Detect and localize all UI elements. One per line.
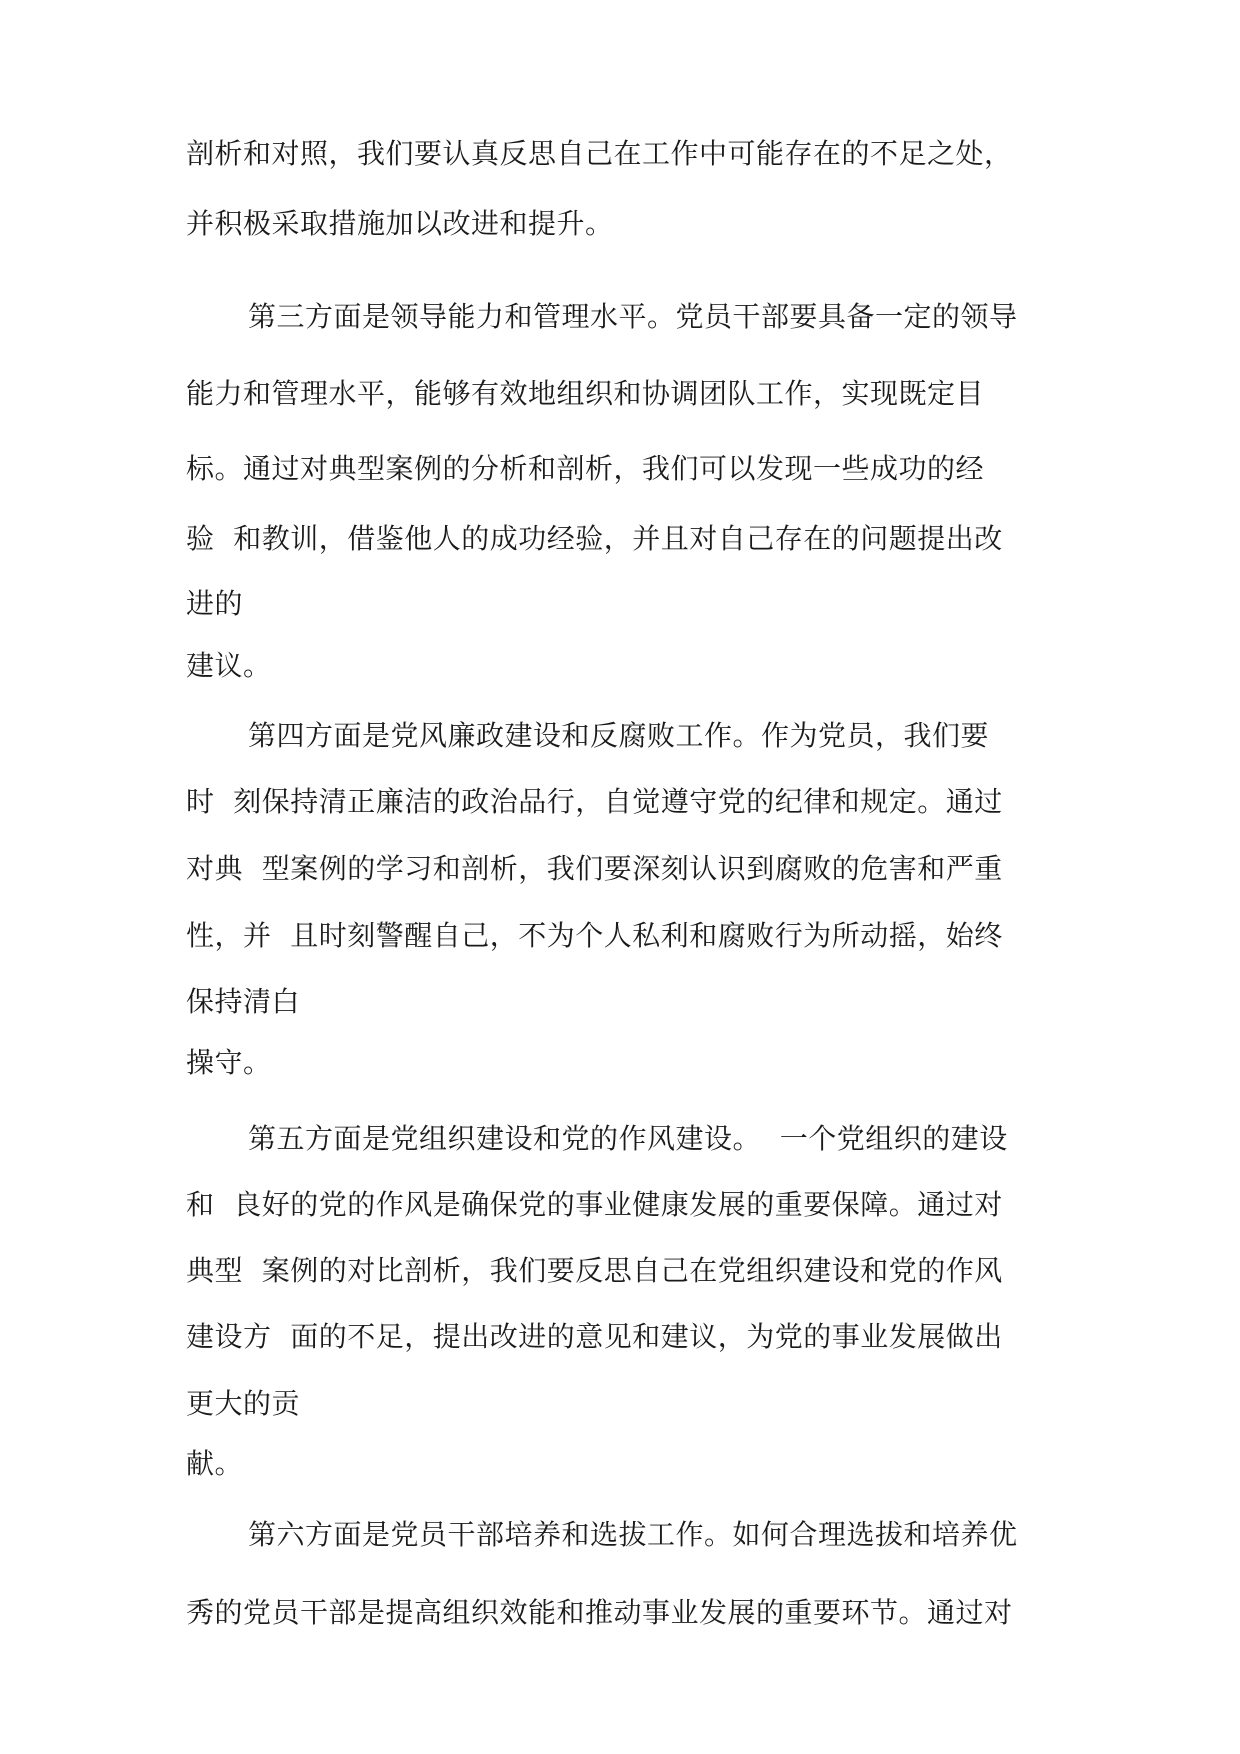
text-line: 并积极采取措施加以改进和提升。 xyxy=(186,207,614,240)
text-line: 献。 xyxy=(186,1447,244,1480)
text-line: 和 良好的党的作风是确保党的事业健康发展的重要保障。通过对 xyxy=(186,1188,1003,1221)
text-line: 更大的贡 xyxy=(186,1387,301,1420)
text-line: 第三方面是领导能力和管理水平。党员干部要具备一定的领导 xyxy=(248,300,1018,333)
text-line: 典型 案例的对比剖析，我们要反思自己在党组织建设和党的作风 xyxy=(186,1254,1003,1287)
text-line: 剖析和对照，我们要认真反思自己在工作中可能存在的不足之处， xyxy=(186,137,1013,170)
text-line: 第六方面是党员干部培养和选拔工作。如何合理选拔和培养优 xyxy=(248,1518,1018,1551)
text-line: 验 和教训，借鉴他人的成功经验，并且对自己存在的问题提出改 xyxy=(186,522,1003,555)
text-line: 标。通过对典型案例的分析和剖析，我们可以发现一些成功的经 xyxy=(186,452,985,485)
text-line: 建设方 面的不足，提出改进的意见和建议，为党的事业发展做出 xyxy=(186,1320,1003,1353)
text-line: 对典 型案例的学习和剖析，我们要深刻认识到腐败的危害和严重 xyxy=(186,852,1003,885)
text-line: 性，并 且时刻警醒自己，不为个人私利和腐败行为所动摇，始终 xyxy=(186,919,1003,952)
text-line: 秀的党员干部是提高组织效能和推动事业发展的重要环节。通过对 xyxy=(186,1596,1013,1629)
text-line: 能力和管理水平，能够有效地组织和协调团队工作，实现既定目 xyxy=(186,377,985,410)
text-line: 保持清白 xyxy=(186,985,301,1018)
text-line: 时 刻保持清正廉洁的政治品行，自觉遵守党的纪律和规定。通过 xyxy=(186,785,1003,818)
text-line: 建议。 xyxy=(186,649,272,682)
text-line: 第四方面是党风廉政建设和反腐败工作。作为党员，我们要 xyxy=(248,719,990,752)
text-line: 操守。 xyxy=(186,1046,272,1079)
text-line: 进的 xyxy=(186,587,244,620)
text-line: 第五方面是党组织建设和党的作风建设。 一个党组织的建设 xyxy=(248,1122,1008,1155)
